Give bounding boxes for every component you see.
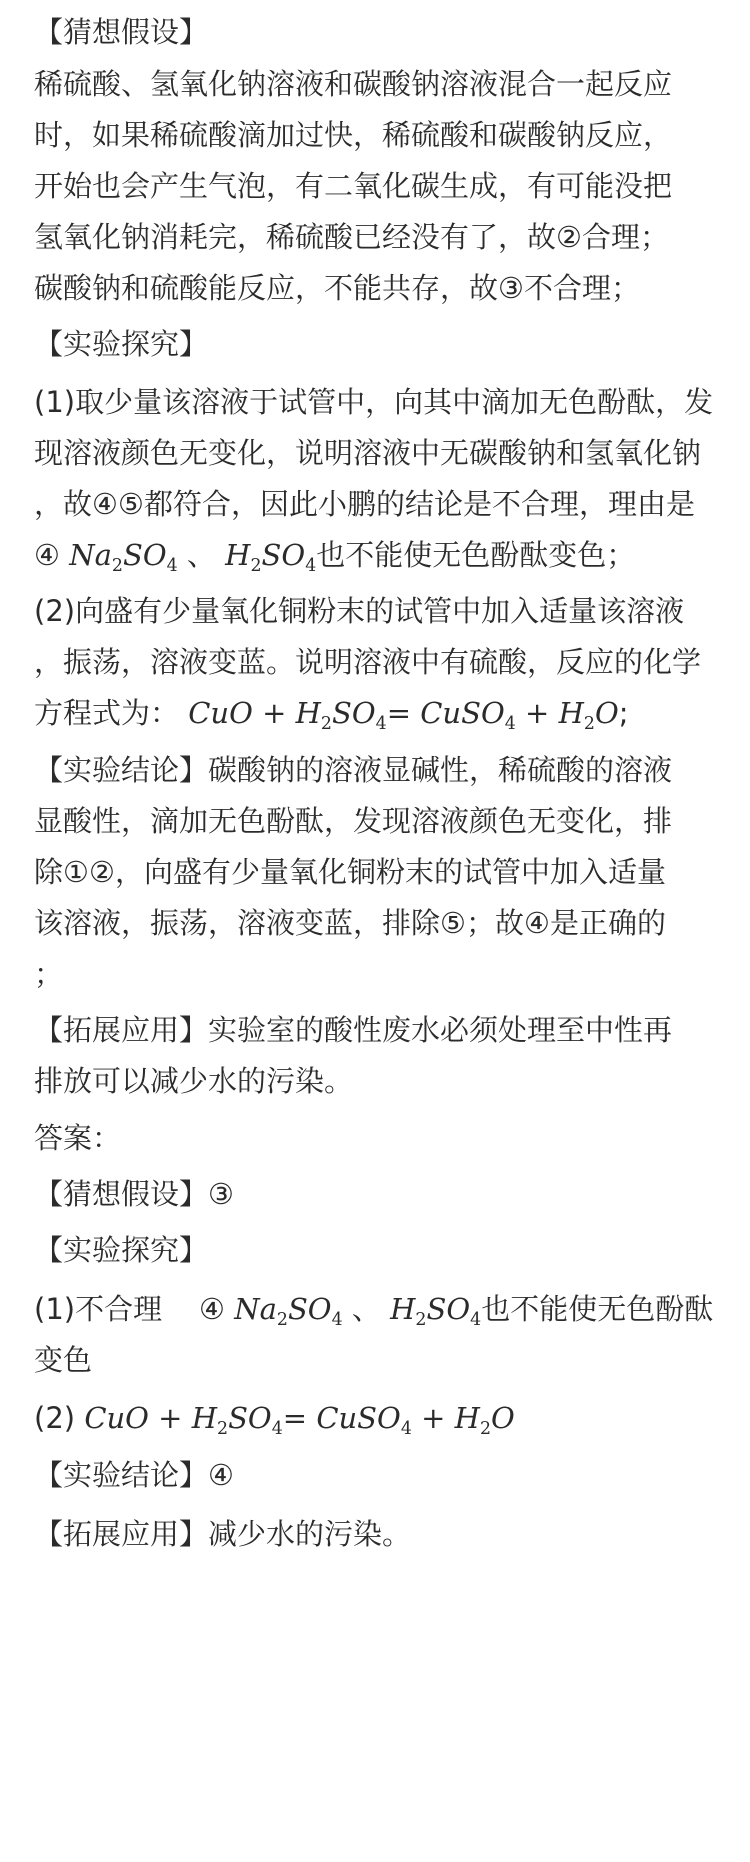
paragraph-line: 该溶液，振荡，溶液变蓝，排除⑤；故④是正确的: [34, 906, 666, 940]
paragraph-line-with-equation: 方程式为： CuO + $H_2SO_4=$ CuSO$_4$ + $H_2O$;: [34, 696, 629, 735]
answer-conclusion: 【实验结论】④: [34, 1458, 234, 1492]
paragraph-line: 【实验结论】碳酸钠的溶液显碱性，稀硫酸的溶液: [34, 753, 673, 787]
paragraph-line: (2)向盛有少量氧化铜粉末的试管中加入适量该溶液: [34, 594, 685, 628]
formula-h2so4: $H_2SO_4$: [390, 1292, 482, 1331]
formula-h2so4: $H_2SO_4$: [225, 538, 317, 577]
equation-cuo-h2so4: CuO + $H_2SO_4=$ CuSO$_4$ + $H_2O$: [188, 696, 619, 735]
paragraph-line: 排放可以减少水的污染。: [34, 1064, 354, 1098]
paragraph-line: 变色: [34, 1343, 93, 1377]
formula-na2so4: $Na_2SO_4$: [234, 1292, 343, 1331]
paragraph-line: (1)取少量该溶液于试管中，向其中滴加无色酚酞，发: [34, 385, 714, 419]
paragraph-line: 氢氧化钠消耗完，稀硫酸已经没有了，故②合理；: [34, 220, 669, 254]
answer-hypothesis: 【猜想假设】③: [34, 1177, 234, 1211]
circle-number: ④: [34, 538, 60, 572]
circle-number: ④: [198, 1292, 225, 1326]
paragraph-line: 开始也会产生气泡，有二氧化碳生成，有可能没把: [34, 169, 673, 203]
paragraph-line: 【拓展应用】实验室的酸性废水必须处理至中性再: [34, 1013, 673, 1047]
equation-cuo-h2so4: CuO + $H_2SO_4=$ CuSO$_4$ + $H_2O$: [84, 1401, 515, 1440]
paragraph-line: 现溶液颜色无变化，说明溶液中无碳酸钠和氢氧化钠: [34, 436, 702, 470]
paragraph-line: 除①②，向盛有少量氧化铜粉末的试管中加入适量: [34, 855, 666, 889]
answer-label: 答案：: [34, 1121, 122, 1155]
paragraph-line: 显酸性，滴加无色酚酞，发现溶液颜色无变化，排: [34, 804, 673, 838]
heading-experiment: 【实验探究】: [34, 327, 209, 361]
paragraph-line: ，故④⑤都符合，因此小鹏的结论是不合理，理由是: [34, 487, 695, 521]
paragraph-line: ，振荡，溶液变蓝。说明溶液中有硫酸，反应的化学: [34, 645, 702, 679]
paragraph-line-with-formula: ④ $Na_2SO_4$ 、 $H_2SO_4$也不能使无色酚酞变色；: [34, 538, 636, 577]
paragraph-line: 稀硫酸、氢氧化钠溶液和碳酸钠溶液混合一起反应: [34, 67, 673, 101]
paragraph-line: ；: [34, 957, 64, 991]
paragraph-line: 碳酸钠和硫酸能反应，不能共存，故③不合理；: [34, 271, 640, 305]
heading-hypothesis: 【猜想假设】: [34, 15, 209, 49]
paragraph-line: 时，如果稀硫酸滴加过快，稀硫酸和碳酸钠反应，: [34, 118, 673, 152]
answer-application: 【拓展应用】减少水的污染。: [34, 1517, 412, 1551]
answer-equation-line: (2) CuO + $H_2SO_4=$ CuSO$_4$ + $H_2O$: [34, 1401, 515, 1440]
answer-line-with-formula: (1)不合理 ④ $Na_2SO_4$ 、 $H_2SO_4$也不能使无色酚酞: [34, 1292, 714, 1331]
formula-na2so4: $Na_2SO_4$: [69, 538, 178, 577]
answer-experiment-heading: 【实验探究】: [34, 1233, 209, 1267]
